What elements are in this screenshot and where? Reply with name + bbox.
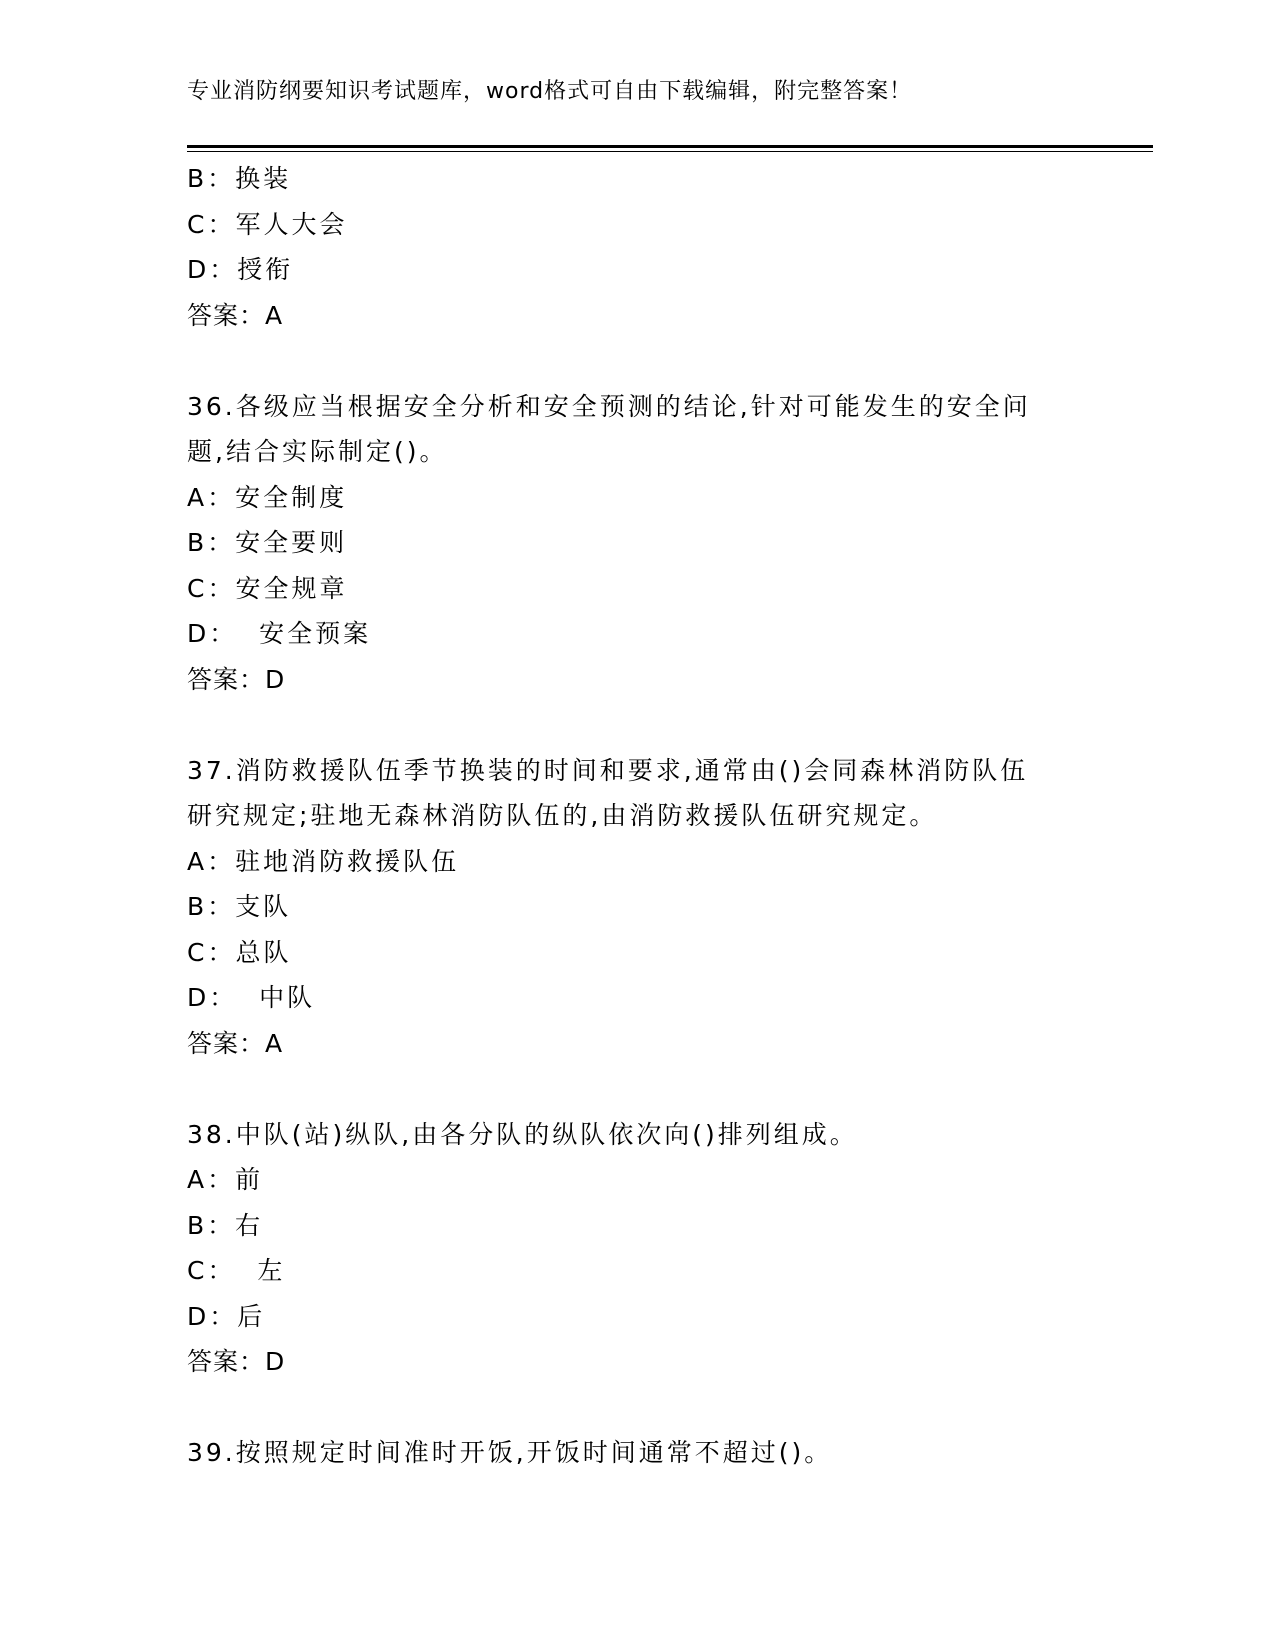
option-d: D：后	[187, 1301, 266, 1331]
page-header: 专业消防纲要知识考试题库，word格式可自由下载编辑，附完整答案！	[187, 79, 913, 104]
answer-line: 答案：D	[187, 664, 286, 694]
option-d: D：授衔	[187, 255, 294, 284]
answer-line: 答案：D	[187, 1347, 286, 1376]
question-text-line-1: 39.按照规定时间准时开饭,开饭时间通常不超过()。	[187, 1438, 833, 1467]
option-a: A：安全制度	[187, 482, 348, 512]
option-d: D： 安全预案	[187, 619, 372, 648]
question-block-37	[187, 748, 1067, 1067]
option-c: C：军人大会	[187, 209, 348, 239]
question-text-line-2: 研究规定;驻地无森林消防队伍的,由消防救援队伍研究规定。	[187, 801, 938, 830]
option-a: A：驻地消防救援队伍	[187, 846, 460, 876]
spacer	[187, 702, 1067, 748]
option-d: D： 中队	[187, 983, 316, 1012]
question-text-line-1: 38.中队(站)纵队,由各分队的纵队依次向()排列组成。	[187, 1119, 858, 1149]
question-text-line-1: 36.各级应当根据安全分析和安全预测的结论,针对可能发生的安全问	[187, 391, 1031, 421]
question-text-line-2: 题,结合实际制定()。	[187, 437, 448, 466]
option-b: B：右	[187, 1210, 264, 1240]
option-c: C：总队	[187, 937, 292, 967]
question-text-line-1: 37.消防救援队伍季节换装的时间和要求,通常由()会同森林消防队伍	[187, 755, 1029, 785]
answer-line: 答案：A	[187, 1028, 284, 1058]
option-c: C：安全规章	[187, 573, 348, 603]
spacer	[187, 1066, 1067, 1112]
option-b: B：安全要则	[187, 528, 348, 557]
question-block-36	[187, 384, 1067, 703]
spacer	[187, 1385, 1067, 1431]
option-a: A：前	[187, 1165, 264, 1194]
option-b: B：换装	[187, 164, 292, 193]
question-list	[187, 156, 1067, 1476]
header-rule-thin	[187, 151, 1153, 152]
answer-line: 答案：A	[187, 300, 284, 330]
header-rule-thick	[187, 145, 1153, 148]
option-c: C： 左	[187, 1256, 286, 1285]
question-block-39	[187, 1430, 1067, 1476]
question-block-38	[187, 1112, 1067, 1385]
spacer	[187, 338, 1067, 384]
question-block-35	[187, 156, 1067, 338]
option-b: B：支队	[187, 892, 292, 921]
